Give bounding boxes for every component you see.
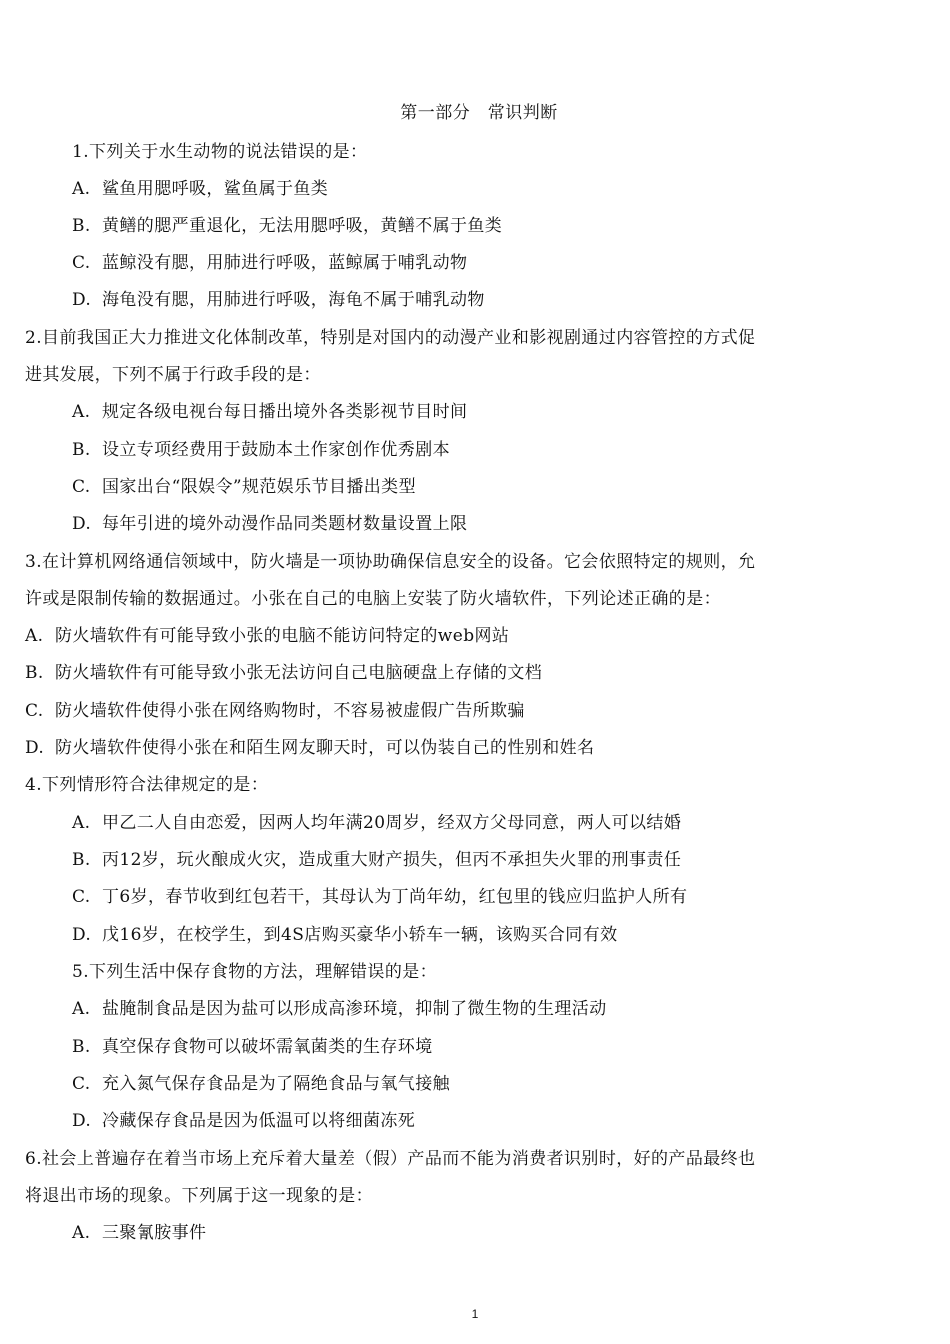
option-letter: C. <box>72 253 91 273</box>
option-text: 黄鳝的腮严重退化，无法用腮呼吸，黄鳝不属于鱼类 <box>102 216 503 236</box>
option-letter: D. <box>72 1111 92 1131</box>
option-text: 防火墙软件有可能导致小张的电脑不能访问特定的web网站 <box>55 626 510 646</box>
option <box>72 847 681 873</box>
option <box>72 176 328 202</box>
question-stem: 5.下列生活中保存食物的方法，理解错误的是： <box>72 962 438 982</box>
option-text: 真空保存食物可以破坏需氧菌类的生存环境 <box>102 1037 433 1057</box>
option-text: 防火墙软件使得小张在网络购物时，不容易被虚假广告所欺骗 <box>55 701 525 721</box>
option <box>72 1034 433 1060</box>
option <box>72 399 467 425</box>
option-text: 设立专项经费用于鼓励本土作家创作优秀剧本 <box>102 440 450 460</box>
option-text: 甲乙二人自由恋爱，因两人均年满20周岁，经双方父母同意，两人可以结婚 <box>102 813 682 833</box>
option-letter: B. <box>72 850 91 870</box>
option-letter: D. <box>72 290 92 310</box>
option-text: 充入氮气保存食品是为了隔绝食品与氧气接触 <box>102 1074 450 1094</box>
option-letter: C. <box>25 701 44 721</box>
option-letter: D. <box>72 925 92 945</box>
question-stem: 6.社会上普遍存在着当市场上充斥着大量差（假）产品而不能为消费者识别时，好的产品最终也 <box>25 1149 756 1169</box>
section-title: 第一部分 常识判断 <box>400 103 558 123</box>
option <box>72 437 450 463</box>
option <box>25 735 594 761</box>
option-text: 丙12岁，玩火酿成火灾，造成重大财产损失，但丙不承担失火罪的刑事责任 <box>102 850 682 870</box>
option-text: 戊16岁，在校学生，到4S店购买豪华小轿车一辆，该购买合同有效 <box>102 925 618 945</box>
option-text: 三聚氰胺事件 <box>102 1223 207 1243</box>
option-letter: A. <box>25 626 44 646</box>
option <box>72 922 618 948</box>
option <box>25 623 509 649</box>
option-letter: A. <box>72 999 91 1019</box>
option-letter: C. <box>72 477 91 497</box>
option <box>72 1108 415 1134</box>
option-text: 国家出台“限娱令”规范娱乐节目播出类型 <box>102 477 416 497</box>
option <box>72 996 607 1022</box>
option-text: 盐腌制食品是因为盐可以形成高渗环境，抑制了微生物的生理活动 <box>102 999 607 1019</box>
option-letter: A. <box>72 813 91 833</box>
option <box>25 660 542 686</box>
option <box>72 213 502 239</box>
option-letter: A. <box>72 179 91 199</box>
option <box>72 250 467 276</box>
option-letter: C. <box>72 887 91 907</box>
option-text: 丁6岁，春节收到红包若干，其母认为丁尚年幼，红包里的钱应归监护人所有 <box>102 887 688 907</box>
option-text: 防火墙软件有可能导致小张无法访问自己电脑硬盘上存储的文档 <box>55 663 543 683</box>
option <box>72 1220 206 1246</box>
option-text: 海龟没有腮，用肺进行呼吸，海龟不属于哺乳动物 <box>102 290 485 310</box>
option <box>72 474 416 500</box>
option-letter: A. <box>72 402 91 422</box>
option <box>72 884 687 910</box>
option <box>25 698 525 724</box>
option <box>72 287 485 313</box>
option <box>72 511 467 537</box>
question-stem: 4.下列情形符合法律规定的是： <box>25 775 269 795</box>
option-letter: B. <box>72 216 91 236</box>
option-text: 冷藏保存食品是因为低温可以将细菌冻死 <box>102 1111 416 1131</box>
option-letter: B. <box>72 440 91 460</box>
option <box>72 810 681 836</box>
question-stem: 将退出市场的现象。下列属于这一现象的是： <box>25 1186 373 1206</box>
option-letter: D. <box>72 514 92 534</box>
question-stem: 1.下列关于水生动物的说法错误的是： <box>72 142 368 162</box>
question-stem: 许或是限制传输的数据通过。小张在自己的电脑上安装了防火墙软件，下列论述正确的是： <box>25 589 721 609</box>
option-letter: C. <box>72 1074 91 1094</box>
question-stem: 2.目前我国正大力推进文化体制改革，特别是对国内的动漫产业和影视剧通过内容管控的方式促 <box>25 328 756 348</box>
option-text: 规定各级电视台每日播出境外各类影视节目时间 <box>102 402 468 422</box>
option-text: 蓝鲸没有腮，用肺进行呼吸，蓝鲸属于哺乳动物 <box>102 253 468 273</box>
option <box>72 1071 450 1097</box>
option-letter: B. <box>72 1037 91 1057</box>
page-number: 1 <box>471 1307 479 1321</box>
option-text: 鲨鱼用腮呼吸，鲨鱼属于鱼类 <box>102 179 329 199</box>
question-stem: 3.在计算机网络通信领域中，防火墙是一项协助确保信息安全的设备。它会依照特定的规则，允 <box>25 552 756 572</box>
option-letter: B. <box>25 663 44 683</box>
option-text: 防火墙软件使得小张在和陌生网友聊天时，可以伪装自己的性别和姓名 <box>55 738 595 758</box>
option-letter: A. <box>72 1223 91 1243</box>
option-text: 每年引进的境外动漫作品同类题材数量设置上限 <box>102 514 468 534</box>
option-letter: D. <box>25 738 45 758</box>
question-stem: 进其发展，下列不属于行政手段的是： <box>25 365 321 385</box>
